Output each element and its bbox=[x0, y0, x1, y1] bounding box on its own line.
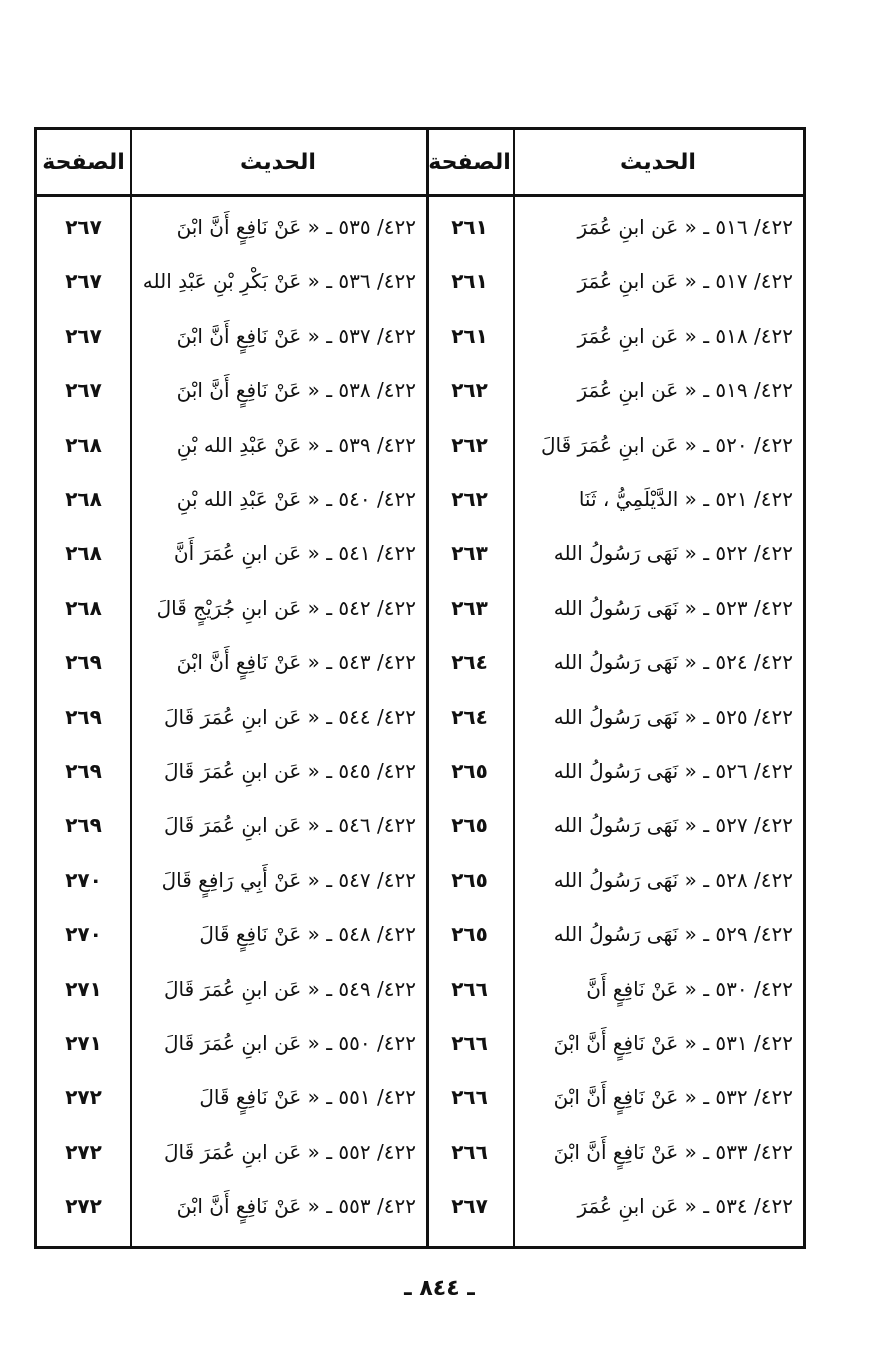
left-page-cell: ٢٦٩ bbox=[65, 650, 102, 675]
right-hadith-cell: ٤٢٢/ ٥٢٢ ـ « نَهَى رَسُولُ الله bbox=[553, 541, 793, 566]
left-hadith-cell: ٤٢٢/ ٥٥٣ ـ « عَنْ نَافِعٍ أَنَّ ابْنَ bbox=[176, 1194, 416, 1219]
right-page-cell: ٢٦٧ bbox=[451, 1194, 488, 1219]
left-hadith-cell: ٤٢٢/ ٥٣٥ ـ « عَنْ نَافِعٍ أَنَّ ابْنَ bbox=[176, 215, 416, 239]
left-page-cell: ٢٦٩ bbox=[65, 704, 102, 729]
table-row bbox=[37, 419, 803, 471]
table-row bbox=[37, 1017, 803, 1069]
right-page-cell: ٢٦٥ bbox=[451, 759, 488, 783]
right-hadith-cell: ٤٢٢/ ٥٢٧ ـ « نَهَى رَسُولُ الله bbox=[553, 813, 793, 838]
right-page-cell: ٢٦١ bbox=[451, 323, 488, 348]
table-row bbox=[37, 310, 803, 362]
right-hadith-cell: ٤٢٢/ ٥٣٣ ـ « عَنْ نَافِعٍ أَنَّ ابْنَ bbox=[553, 1139, 793, 1164]
left-hadith-cell: ٤٢٢/ ٥٤٣ ـ « عَنْ نَافِعٍ أَنَّ ابْنَ bbox=[176, 650, 416, 675]
left-page-cell: ٢٧٢ bbox=[65, 1194, 102, 1219]
right-page-cell: ٢٦٢ bbox=[451, 487, 488, 511]
left-page-cell: ٢٧٠ bbox=[65, 922, 102, 947]
table-row bbox=[37, 255, 803, 307]
table-row bbox=[37, 1071, 803, 1123]
left-page-cell: ٢٦٧ bbox=[65, 323, 102, 348]
left-page-cell: ٢٦٩ bbox=[65, 813, 102, 838]
left-hadith-cell: ٤٢٢/ ٥٤٧ ـ « عَنْ أَبِي رَافِعٍ قَالَ bbox=[161, 867, 416, 892]
right-hadith-cell: ٤٢٢/ ٥٣٠ ـ « عَنْ نَافِعٍ أَنَّ bbox=[586, 976, 793, 1001]
left-hadith-cell: ٤٢٢/ ٥٥٢ ـ « عَن ابنِ عُمَرَ قَالَ bbox=[163, 1139, 416, 1164]
left-hadith-cell: ٤٢٢/ ٥٥٠ ـ « عَن ابنِ عُمَرَ قَالَ bbox=[163, 1031, 416, 1055]
right-hadith-cell: ٤٢٢/ ٥١٩ ـ « عَن ابنِ عُمَرَ bbox=[577, 378, 793, 403]
table-row bbox=[37, 364, 803, 416]
left-hadith-cell: ٤٢٢/ ٥٥١ ـ « عَنْ نَافِعٍ قَالَ bbox=[199, 1085, 416, 1110]
right-page-cell: ٢٦٤ bbox=[451, 650, 488, 675]
left-page-cell: ٢٧٢ bbox=[65, 1085, 102, 1110]
right-hadith-cell: ٤٢٢/ ٥٢١ ـ « الدَّيْلَمِيُّ ، ثَنَا bbox=[578, 487, 793, 511]
right-page-cell: ٢٦٦ bbox=[451, 1085, 488, 1110]
left-hadith-cell: ٤٢٢/ ٥٣٦ ـ « عَنْ بَكْرِ بْنِ عَبْدِ الله bbox=[142, 269, 416, 294]
right-hadith-cell: ٤٢٢/ ٥٣٤ ـ « عَن ابنِ عُمَرَ bbox=[577, 1194, 793, 1219]
right-page-header: الصفحة bbox=[428, 149, 511, 175]
left-page-cell: ٢٧٢ bbox=[65, 1139, 102, 1164]
right-page-cell: ٢٦٢ bbox=[451, 378, 488, 403]
left-page-cell: ٢٦٨ bbox=[65, 541, 102, 566]
left-hadith-cell: ٤٢٢/ ٥٤٩ ـ « عَن ابنِ عُمَرَ قَالَ bbox=[163, 976, 416, 1001]
right-hadith-cell: ٤٢٢/ ٥١٦ ـ « عَن ابنِ عُمَرَ bbox=[577, 215, 793, 239]
table-row bbox=[37, 582, 803, 634]
right-page-cell: ٢٦١ bbox=[451, 269, 488, 294]
left-hadith-cell: ٤٢٢/ ٥٣٨ ـ « عَنْ نَافِعٍ أَنَّ ابْنَ bbox=[176, 378, 416, 403]
right-hadith-cell: ٤٢٢/ ٥٢٩ ـ « نَهَى رَسُولُ الله bbox=[553, 922, 793, 947]
right-hadith-cell: ٤٢٢/ ٥٢٨ ـ « نَهَى رَسُولُ الله bbox=[553, 867, 793, 892]
table-row bbox=[37, 963, 803, 1015]
right-hadith-cell: ٤٢٢/ ٥٢٠ ـ « عَن ابنِ عُمَرَ قَالَ bbox=[540, 432, 793, 457]
left-hadith-cell: ٤٢٢/ ٥٣٧ ـ « عَنْ نَافِعٍ أَنَّ ابْنَ bbox=[176, 323, 416, 348]
right-page-cell: ٢٦٥ bbox=[451, 867, 488, 892]
left-hadith-header: الحديث bbox=[240, 149, 316, 175]
left-page-cell: ٢٦٨ bbox=[65, 432, 102, 457]
table-row bbox=[37, 1126, 803, 1178]
table-row bbox=[37, 745, 803, 797]
left-hadith-cell: ٤٢٢/ ٥٤٢ ـ « عَن ابنِ جُرَيْجٍ قَالَ bbox=[156, 595, 416, 620]
right-page-cell: ٢٦٤ bbox=[451, 704, 488, 729]
left-page-cell: ٢٦٩ bbox=[65, 759, 102, 783]
right-page-cell: ٢٦٦ bbox=[451, 976, 488, 1001]
left-page-cell: ٢٧١ bbox=[65, 1031, 102, 1055]
left-page-cell: ٢٦٨ bbox=[65, 595, 102, 620]
left-hadith-cell: ٤٢٢/ ٥٤١ ـ « عَن ابنِ عُمَرَ أَنَّ bbox=[173, 541, 416, 566]
left-hadith-cell: ٤٢٢/ ٥٣٩ ـ « عَنْ عَبْدِ الله بْنِ bbox=[176, 432, 416, 457]
table-row bbox=[37, 527, 803, 579]
right-hadith-cell: ٤٢٢/ ٥٣٢ ـ « عَنْ نَافِعٍ أَنَّ ابْنَ bbox=[553, 1085, 793, 1110]
left-hadith-cell: ٤٢٢/ ٥٤٠ ـ « عَنْ عَبْدِ الله بْنِ bbox=[176, 487, 416, 511]
page-number: ـ ٨٤٤ ـ bbox=[404, 1276, 475, 1301]
right-hadith-cell: ٤٢٢/ ٥٢٦ ـ « نَهَى رَسُولُ الله bbox=[553, 759, 793, 783]
left-page-cell: ٢٦٧ bbox=[65, 378, 102, 403]
right-hadith-cell: ٤٢٢/ ٥١٧ ـ « عَن ابنِ عُمَرَ bbox=[577, 269, 793, 294]
left-hadith-cell: ٤٢٢/ ٥٤٦ ـ « عَن ابنِ عُمَرَ قَالَ bbox=[163, 813, 416, 838]
right-hadith-header: الحديث bbox=[620, 149, 696, 175]
right-hadith-cell: ٤٢٢/ ٥٣١ ـ « عَنْ نَافِعٍ أَنَّ ابْنَ bbox=[553, 1031, 793, 1055]
right-hadith-cell: ٤٢٢/ ٥٢٥ ـ « نَهَى رَسُولُ الله bbox=[553, 704, 793, 729]
right-page-cell: ٢٦١ bbox=[451, 215, 488, 239]
table-row bbox=[37, 799, 803, 851]
left-page-cell: ٢٧١ bbox=[65, 976, 102, 1001]
table-row bbox=[37, 636, 803, 688]
table-row bbox=[37, 691, 803, 743]
right-page-cell: ٢٦٦ bbox=[451, 1139, 488, 1164]
table-row bbox=[37, 201, 803, 253]
right-page-cell: ٢٦٣ bbox=[451, 541, 488, 566]
right-hadith-cell: ٤٢٢/ ٥١٨ ـ « عَن ابنِ عُمَرَ bbox=[577, 323, 793, 348]
header-divider bbox=[37, 194, 803, 197]
left-hadith-cell: ٤٢٢/ ٥٤٨ ـ « عَنْ نَافِعٍ قَالَ bbox=[199, 922, 416, 947]
right-page-cell: ٢٦٦ bbox=[451, 1031, 488, 1055]
left-page-cell: ٢٦٨ bbox=[65, 487, 102, 511]
table-row bbox=[37, 908, 803, 960]
right-hadith-cell: ٤٢٢/ ٥٢٤ ـ « نَهَى رَسُولُ الله bbox=[553, 650, 793, 675]
left-page-cell: ٢٦٧ bbox=[65, 269, 102, 294]
left-page-cell: ٢٧٠ bbox=[65, 867, 102, 892]
right-page-cell: ٢٦٥ bbox=[451, 922, 488, 947]
left-hadith-cell: ٤٢٢/ ٥٤٤ ـ « عَن ابنِ عُمَرَ قَالَ bbox=[163, 704, 416, 729]
table-row bbox=[37, 473, 803, 525]
right-page-cell: ٢٦٣ bbox=[451, 595, 488, 620]
index-table bbox=[34, 127, 806, 1249]
left-page-cell: ٢٦٧ bbox=[65, 215, 102, 239]
left-page-header: الصفحة bbox=[42, 149, 125, 175]
right-page-cell: ٢٦٥ bbox=[451, 813, 488, 838]
table-row bbox=[37, 1180, 803, 1232]
right-hadith-cell: ٤٢٢/ ٥٢٣ ـ « نَهَى رَسُولُ الله bbox=[553, 595, 793, 620]
table-row bbox=[37, 854, 803, 906]
left-hadith-cell: ٤٢٢/ ٥٤٥ ـ « عَن ابنِ عُمَرَ قَالَ bbox=[163, 759, 416, 783]
right-page-cell: ٢٦٢ bbox=[451, 432, 488, 457]
